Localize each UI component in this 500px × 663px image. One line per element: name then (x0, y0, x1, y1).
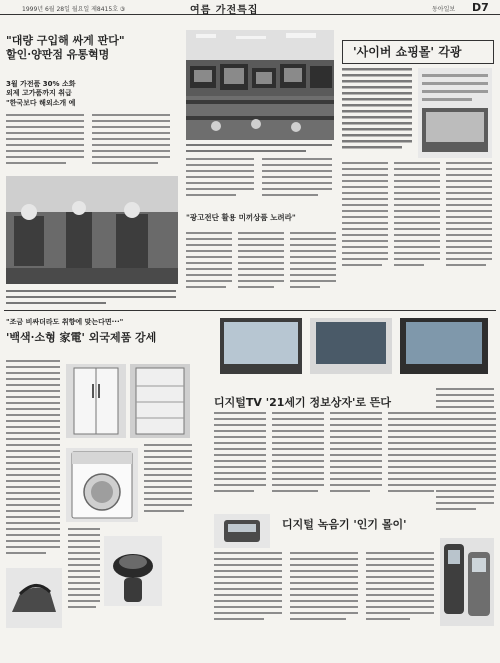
page-header (0, 0, 500, 15)
article1-subheads (6, 80, 106, 112)
fridge-interior-photo (130, 364, 190, 438)
article2-body-text (186, 232, 336, 296)
store-interior-photo (186, 30, 334, 140)
article3-intro-text (342, 68, 492, 158)
newspaper-name: 동아일보 (432, 6, 456, 13)
washing-machine-photo (66, 448, 138, 522)
article1-body-text-col2 (92, 114, 172, 170)
article3-body-text (342, 162, 492, 288)
article1-sub1: 3월 가전품 30% 소화 (6, 80, 76, 88)
article1-headline-line2: 할인·양판점 유통혁명 (6, 48, 110, 62)
article6-title: 디지털 녹음기 '인기 몰이' (282, 518, 407, 531)
article4-headline-line1: "조금 비싸더라도 취향에 맞는다면···" (6, 318, 124, 326)
article2-headline (186, 213, 336, 227)
article1-sub3: "한국보다 해외소개 예 (6, 98, 76, 107)
article1-sub2: 외제 고가품까지 취급 (6, 89, 72, 98)
article2-headline-text: "광고전단 활용 미끼상품 노려라" (186, 213, 296, 222)
dateline: 1999년 6월 28일 월요일 제8415호 ③ (22, 6, 126, 13)
page-number: D7 (472, 1, 489, 14)
article3-title: '사이버 쇼핑몰' 각광 (353, 45, 462, 59)
shoppers-photo (6, 176, 178, 284)
article6-body-text (214, 552, 434, 632)
article1-headline-line1: "대량 구입해 싸게 판다" (6, 34, 125, 47)
article5-title: 디지털TV '21세기 정보상자'로 뜬다 (214, 396, 392, 409)
recorders-photo (440, 538, 494, 626)
article1-body-text-col1 (6, 114, 86, 170)
article1-body-text-col3 (186, 158, 334, 206)
section-divider (4, 310, 496, 311)
iron-photo (6, 568, 62, 628)
article1-headline (6, 34, 186, 74)
article4-body-text-col3 (144, 444, 194, 534)
article4-body-text-col2 (68, 528, 102, 628)
shoppers-photo-caption (6, 288, 178, 306)
article4-headline (6, 318, 196, 354)
section-title: 여름 가전특집 (190, 5, 259, 16)
store-photo-caption (186, 142, 334, 154)
shaver-photo (104, 536, 162, 606)
recorder-small-photo (214, 514, 270, 548)
article3-title-box (342, 40, 494, 64)
article5-side-text (436, 318, 496, 534)
refrigerator-photo (66, 364, 126, 438)
article4-headline-line2: '백색·소형 家電' 외국제품 강세 (6, 331, 157, 345)
